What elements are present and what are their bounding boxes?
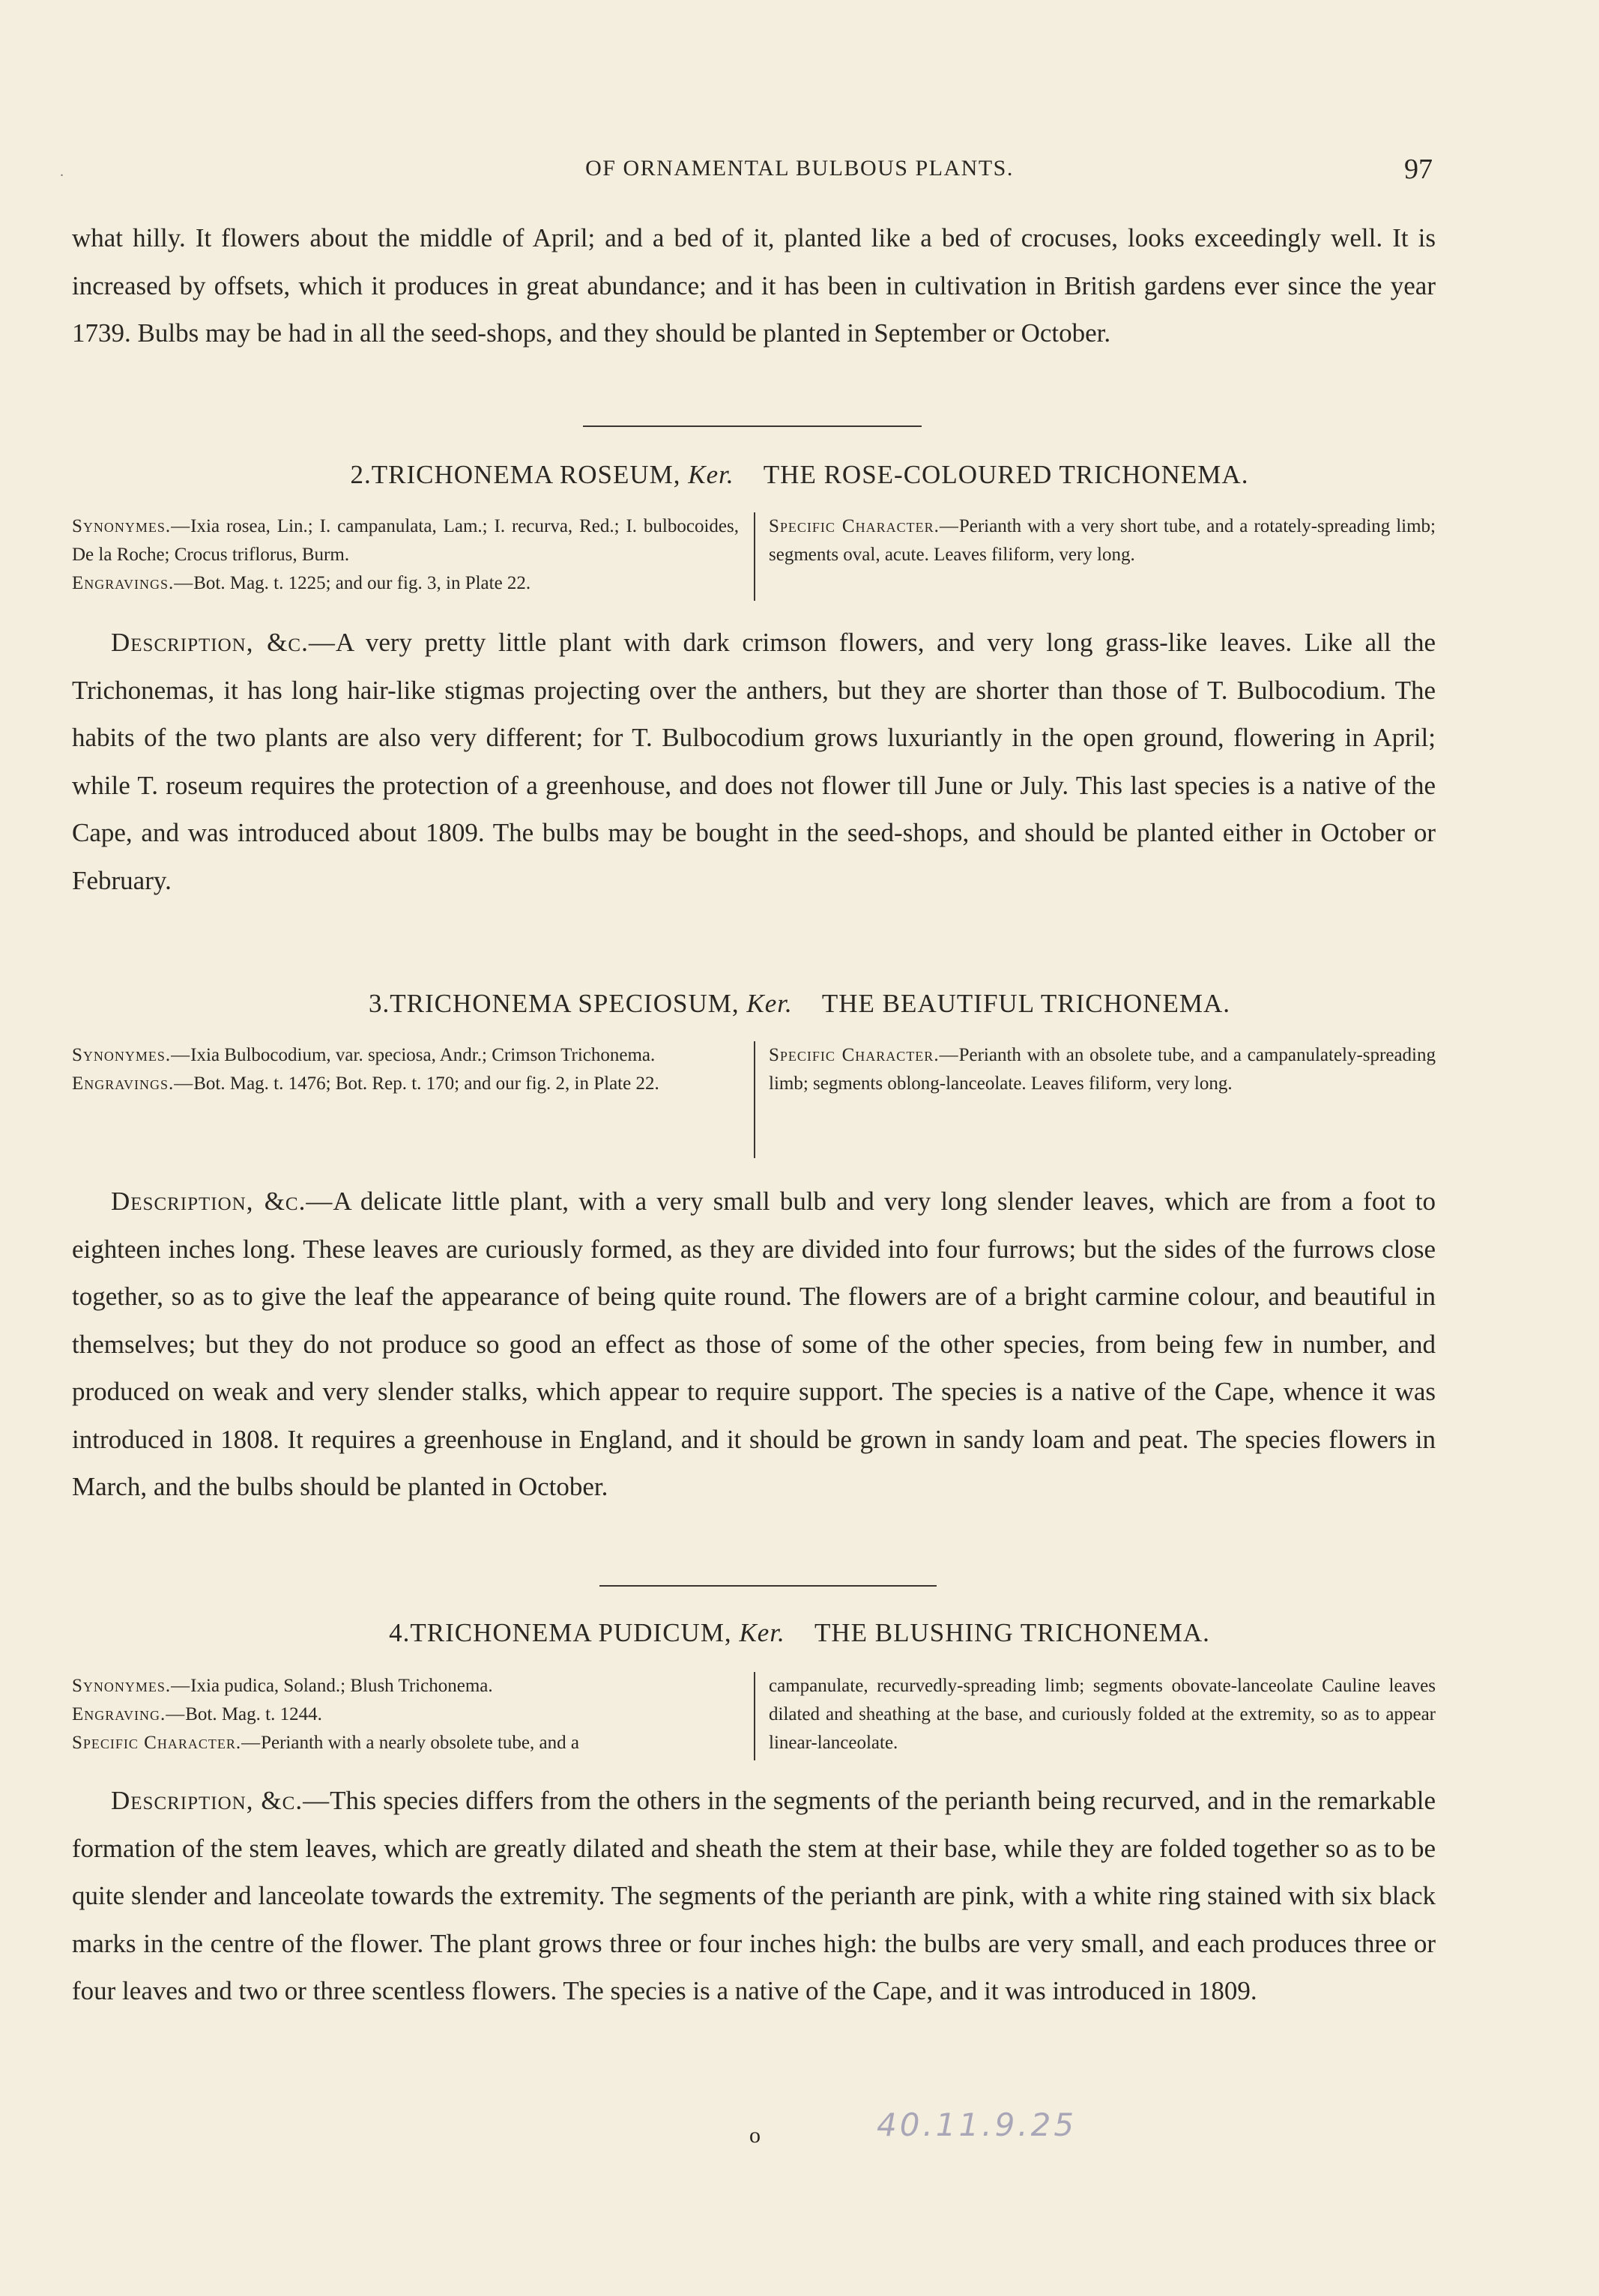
synonymy-block (72, 1672, 1436, 1762)
synonymy-block (72, 1041, 1436, 1161)
synonymy-left: Synonymes.—Ixia rosea, Lin.; I. campanulata, Lam.; I. recurva, Red.; I. bulbocoides, De la Roche; Crocus triflorus, Burm. Engravings.—Bot. Mag. t. 1225; and our fig. 3, in Plate 22. (72, 516, 739, 593)
intro-paragraph (72, 214, 1436, 357)
synonymy-block (72, 512, 1436, 602)
column-divider (754, 512, 755, 601)
common-name: THE BEAUTIFUL TRICHONEMA. (821, 989, 1230, 1018)
margin-dot: . (60, 163, 64, 180)
synonymy-right: Specific Character.—Perianth with a very short tube, and a rotately-spreading limb; segments oval, acute. Leaves filiform, very long. (769, 516, 1436, 565)
synonymy-right: Specific Character.—Perianth with an obsolete tube, and a campanulately-spreading limb; segments oblong-lanceolate. Leaves filiform, very long. (769, 1045, 1436, 1094)
section-rule (583, 425, 922, 427)
page-number: 97 (1404, 154, 1433, 185)
section-heading: 2.TRICHONEMA ROSEUM, Ker. THE ROSE-COLOURED TRICHONEMA. (350, 460, 1249, 489)
column-divider (754, 1041, 755, 1158)
description-paragraph: Description, &c.—A delicate little plant, with a very small bulb and very long slender leaves, which are from a foot to eighteen inches long. These leaves are curiously formed, as they are divided into four furrows; but the sides of the furrows close together, so as to give the leaf the appearance of being quite round. The flowers are of a bright carmine colour, and beautiful in themselves; but they do not produce so good an effect as those of some of the other species, from being few in number, and produced on weak and very slender stalks, which appear to require support. The species is a native of the Cape, whence it was introduced in 1808. It requires a greenhouse in England, and it should be grown in sandy loam and peat. The species flowers in March, and the bulbs should be planted in October. (72, 1187, 1436, 1501)
column-divider (754, 1672, 755, 1760)
description-paragraph: Description, &c.—A very pretty little plant with dark crimson flowers, and very long grass-like leaves. Like all the Trichonemas, it has long hair-like stigmas projecting over the anthers, but they are shorter than those of T. Bulbocodium. The habits of the two plants are also very different; for T. Bulbocodium grows luxuriantly in the open ground, flowering in April; while T. roseum requires the protection of a greenhouse, and does not flower till June or July. This last species is a native of the Cape, and was introduced about 1809. The bulbs may be bought in the seed-shops, and should be planted either in October or February. (72, 628, 1436, 895)
intro-text: what hilly. It flowers about the middle of April; and a bed of it, planted like a bed of crocuses, looks exceedingly well. It is increased by offsets, which it produces in great abundance; and it has been in cultivation in British gardens ever since the year 1739. Bulbs may be had in all the seed-shops, and they should be planted in September or October. (72, 223, 1436, 348)
section-heading: 4.TRICHONEMA PUDICUM, Ker. THE BLUSHING TRICHONEMA. (389, 1618, 1210, 1647)
common-name: THE BLUSHING TRICHONEMA. (814, 1618, 1210, 1647)
section-heading: 3.TRICHONEMA SPECIOSUM, Ker. THE BEAUTIFUL TRICHONEMA. (369, 989, 1230, 1018)
synonymy-left: Synonymes.—Ixia Bulbocodium, var. speciosa, Andr.; Crimson Trichonema. Engravings.—Bot. Mag. t. 1476; Bot. Rep. t. 170; and our fig. 2, in Plate 22. (72, 1045, 659, 1094)
section-rule (599, 1585, 937, 1587)
common-name: THE ROSE-COLOURED TRICHONEMA. (763, 460, 1249, 489)
pencil-annotation: 40.11.9.25 (877, 2106, 1077, 2143)
synonymy-left: Synonymes.—Ixia pudica, Soland.; Blush Trichonema. Engraving.—Bot. Mag. t. 1244. Specific Character.—Perianth with a nearly obsolete tube, and a (72, 1676, 579, 1753)
synonymy-right: campanulate, recurvedly-spreading limb; segments obovate-lanceolate Cauline leaves dilated and sheathing at the base, and curiously folded at the extremity, so as to appear linear-lanceolate. (769, 1676, 1436, 1753)
running-head (0, 156, 1599, 193)
signature-mark: o (749, 2123, 761, 2148)
description-paragraph: Description, &c.—This species differs from the others in the segments of the perianth being recurved, and in the remarkable formation of the stem leaves, which are greatly dilated and sheath the stem at their base, while they are folded together so as to be quite slender and lanceolate towards the extremity. The segments of the perianth are pink, with a white ring stained with six black marks in the centre of the flower. The plant grows three or four inches high: the bulbs are very small, and each produces three or four leaves and two or three scentless flowers. The species is a native of the Cape, and it was introduced in 1809. (72, 1786, 1436, 2005)
running-title: OF ORNAMENTAL BULBOUS PLANTS. (585, 156, 1014, 181)
